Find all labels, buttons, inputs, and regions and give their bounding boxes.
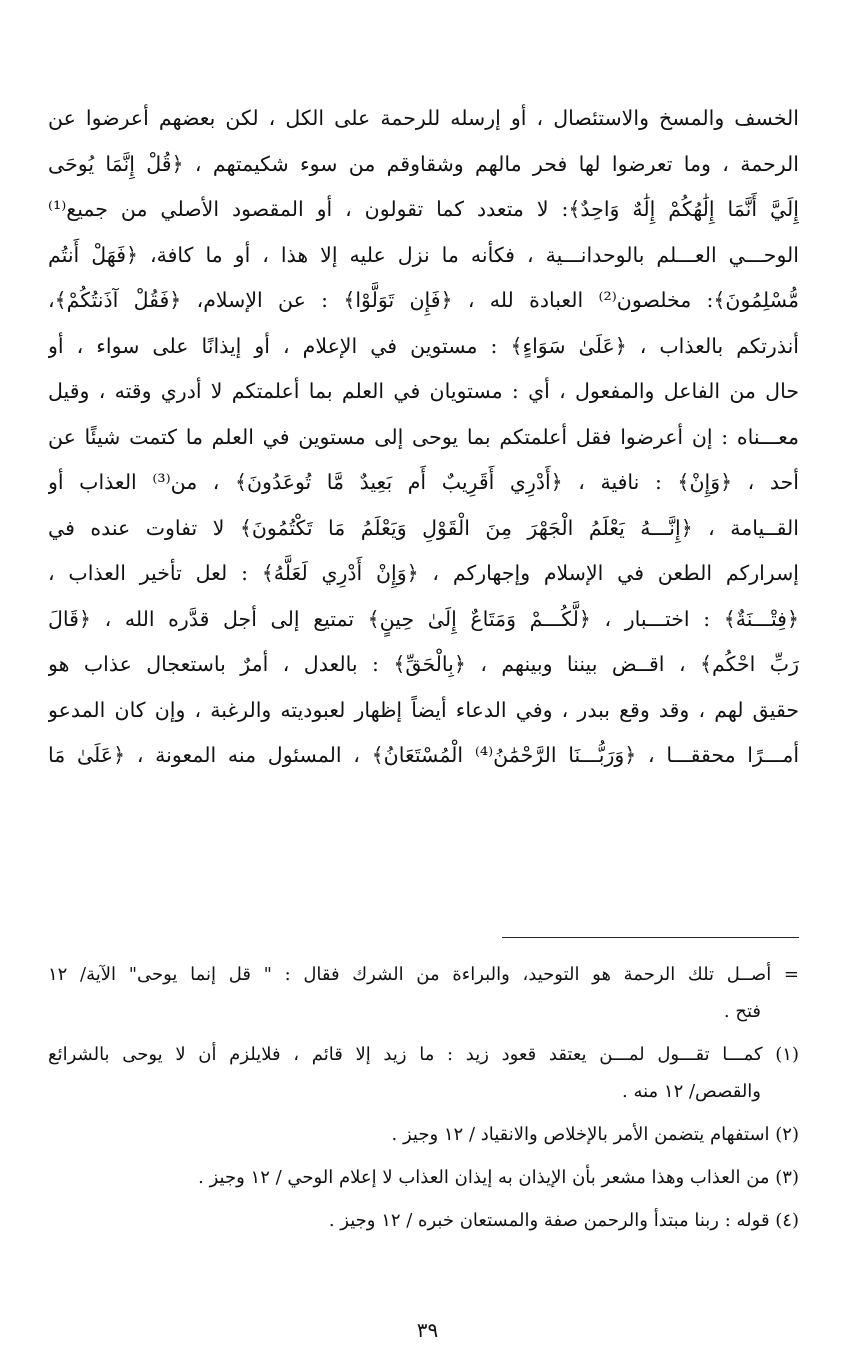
body-line: رَبِّ احْكُم﴾ ، اقــض بيننا وبينهم ، ﴿بِالْحَقِّ﴾ : بالعدل ، أمرٌ باستعجال عذاب هو xyxy=(48,652,799,676)
footnote-continuation: = أصــل تلك الرحمة هو التوحيد، والبراءة من الشرك فقال : " قل إنما يوحى" الآية/ ١٢ xyxy=(48,964,799,985)
body-line: القــيامة ، ﴿إِنَّـــهُ يَعْلَمُ الْجَهْرَ مِنَ الْقَوْلِ وَيَعْلَمُ مَا تَكْتُمُونَ﴾ لا تفاوت عنده في xyxy=(48,515,799,540)
body-line: أنذرتكم بالعذاب ، ﴿عَلَىٰ سَوَاءٍ﴾ : مستوين في الإعلام ، أو إيذانًا على سواء ، أو xyxy=(48,333,799,358)
footnote-1: (١) كمـــا تقـــول لمـــن يعتقد قعود زيد : ما زيد إلا قائم ، فلايلزم أن لا يوحى بالشرائع xyxy=(48,1044,799,1065)
body-line: أحد ، ﴿وَإِنْ﴾ : نافية ، ﴿أَدْرِي أَقَرِيبٌ أَم بَعِيدٌ مَّا تُوعَدُونَ﴾ ، من⁽³⁾ العذاب أو xyxy=(48,470,799,494)
footnote-2: (٢) استفهام يتضمن الأمر بالإخلاص والانقياد / ١٢ وجيز . xyxy=(391,1124,799,1145)
footnotes-section xyxy=(48,956,799,1239)
main-text-body xyxy=(48,96,799,779)
body-line: أمـــرًا محققـــا ، ﴿وَرَبُّـــنَا الرَّحْمَٰنُ⁽⁴⁾ الْمُسْتَعَانُ﴾ ، المسئول منه المعونة ، ﴿عَلَىٰ مَا xyxy=(48,743,799,767)
footnote-4: (٤) قوله : ربنا مبتدأ والرحمن صفة والمستعان خبره / ١٢ وجيز . xyxy=(328,1210,799,1231)
body-line: الوحـــي العـــلم بالوحدانـــية ، فكأنه ما نزل عليه إلا هذا ، أو ما كافة، ﴿فَهَلْ أَنتُم xyxy=(48,242,799,267)
page-number: ٣٩ xyxy=(416,1318,439,1342)
body-line: ﴿فِتْـــنَةٌ﴾ : اختـــبار ، ﴿لَّكُـــمْ وَمَتَاعٌ إِلَىٰ حِينٍ﴾ تمتيع إلى أجل قدَّره الله ، ﴿قَالَ xyxy=(48,606,799,631)
footnote-3: (٣) من العذاب وهذا مشعر بأن الإيذان به إيذان العذاب لا إعلام الوحي / ١٢ وجيز . xyxy=(198,1167,799,1188)
body-line: مُّسْلِمُونَ﴾: مخلصون⁽²⁾ العبادة لله ، ﴿فَإِن تَوَلَّوْا﴾ : عن الإسلام، ﴿فَقُلْ آذَنتُكُمْ﴾، xyxy=(48,288,799,312)
body-line: إسراركم الطعن في الإسلام وإجهاركم ، ﴿وَإِنْ أَدْرِي لَعَلَّهُ﴾ : لعل تأخير العذاب ، xyxy=(48,561,799,585)
body-line: حقيق لهم ، وقد وقع ببدر ، وفي الدعاء أيضاً إظهار لعبوديته والرغبة ، وإن كان المدعو xyxy=(48,697,799,722)
body-line: الرحمة ، وما تعرضوا لها فحر مالهم وشقاوقم من سوء شكيمتهم ، ﴿قُلْ إِنَّمَا يُوحَى xyxy=(48,151,799,176)
footnote-1: والقصص/ ١٢ منه . xyxy=(622,1081,761,1102)
body-line: معـــناه : إن أعرضوا فقل أعلمتكم بما يوحى إلى مستوين في العلم ما كتمت شيئًا عن xyxy=(48,424,799,449)
body-line: الخسف والمسخ والاستئصال ، أو إرسله للرحمة على الكل ، لكن بعضهم أعرضوا عن xyxy=(48,106,799,130)
body-line: إِلَيَّ أَنَّمَا إِلَٰهُكُمْ إِلَٰهٌ وَاحِدٌ﴾: لا متعدد كما تقولون ، أو المقصود الأصلي من جميع⁽¹⁾ xyxy=(48,197,799,221)
footnote-separator xyxy=(502,937,799,938)
footnote-continuation: فتح . xyxy=(723,1001,761,1022)
body-line: حال من الفاعل والمفعول ، أي : مستويان في العلم بما أعلمتكم لا أدري وقته ، وقيل xyxy=(48,379,799,403)
